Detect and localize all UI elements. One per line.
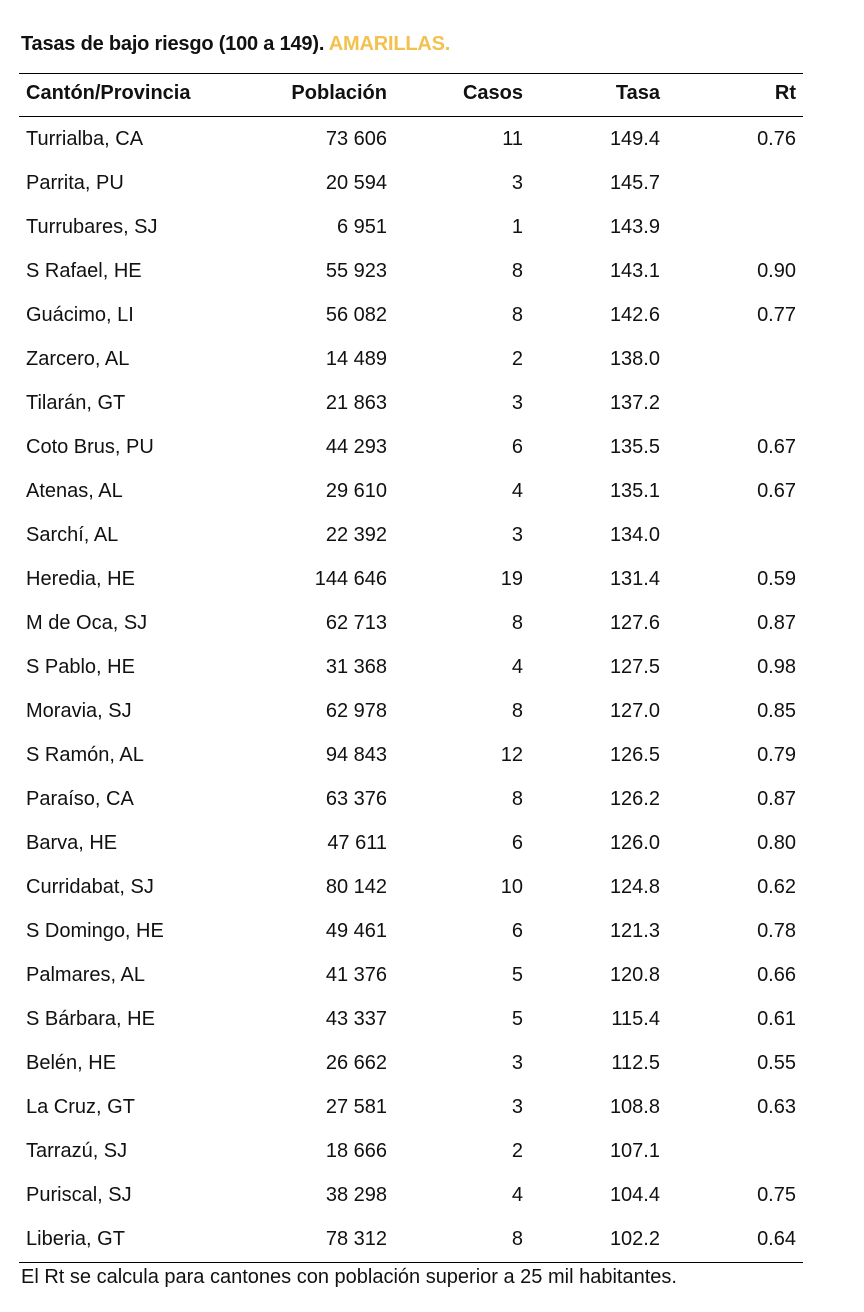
cell-casos: 3	[511, 524, 523, 546]
table-row	[19, 645, 803, 689]
cell-canton: Curridabat, SJ	[26, 876, 154, 898]
cell-tasa: 135.5	[609, 436, 660, 458]
cell-casos: 6	[511, 920, 523, 942]
cell-casos: 3	[511, 172, 523, 194]
cell-canton: Zarcero, AL	[26, 348, 130, 370]
cell-casos: 3	[511, 1052, 523, 1074]
cell-casos: 11	[502, 128, 523, 150]
table-row	[19, 1217, 803, 1261]
table-row	[19, 337, 803, 381]
table-row	[19, 733, 803, 777]
cell-canton: Parrita, PU	[26, 172, 124, 194]
cell-canton: S Rafael, HE	[26, 260, 142, 282]
cell-canton: S Ramón, AL	[26, 744, 144, 766]
cell-tasa: 143.1	[609, 260, 660, 282]
cell-canton: Barva, HE	[26, 832, 118, 854]
cell-tasa: 120.8	[609, 964, 660, 986]
cell-canton: Moravia, SJ	[26, 700, 132, 722]
cell-tasa: 126.2	[609, 788, 660, 810]
cell-poblacion: 14 489	[325, 348, 387, 370]
cell-poblacion: 38 298	[325, 1184, 387, 1206]
cell-tasa: 127.5	[609, 656, 660, 678]
cell-tasa: 108.8	[609, 1096, 660, 1118]
cell-rt: 0.63	[757, 1096, 796, 1118]
cell-canton: Coto Brus, PU	[26, 436, 154, 458]
cell-tasa: 126.0	[609, 832, 660, 854]
cell-poblacion: 55 923	[325, 260, 387, 282]
table-row	[19, 469, 803, 513]
cell-poblacion: 94 843	[325, 744, 387, 766]
cell-rt: 0.77	[757, 304, 796, 326]
cell-tasa: 143.9	[609, 216, 660, 238]
cell-poblacion: 47 611	[327, 832, 387, 854]
cell-poblacion: 21 863	[325, 392, 387, 414]
cell-poblacion: 62 713	[325, 612, 387, 634]
table-header-row	[19, 74, 803, 117]
cell-tasa: 102.2	[609, 1228, 660, 1250]
cell-casos: 4	[511, 480, 523, 502]
cell-canton: Palmares, AL	[26, 964, 145, 986]
column-header-rt: Rt	[774, 82, 796, 104]
cell-rt: 0.64	[757, 1228, 796, 1250]
table-row	[19, 205, 803, 249]
table-row	[19, 293, 803, 337]
cell-poblacion: 31 368	[325, 656, 387, 678]
cell-rt: 0.85	[757, 700, 796, 722]
table-row	[19, 249, 803, 293]
cell-tasa: 115.4	[611, 1008, 660, 1030]
cell-tasa: 135.1	[609, 480, 660, 502]
column-header-poblacion: Población	[291, 82, 387, 104]
cell-rt: 0.87	[757, 788, 796, 810]
cell-canton: S Domingo, HE	[26, 920, 164, 942]
table-row	[19, 381, 803, 425]
cell-casos: 8	[511, 1228, 523, 1250]
cell-casos: 10	[500, 876, 523, 898]
table-row	[19, 777, 803, 821]
cell-casos: 3	[511, 392, 523, 414]
cell-rt: 0.76	[757, 128, 796, 150]
cell-poblacion: 27 581	[325, 1096, 387, 1118]
cell-canton: Belén, HE	[26, 1052, 117, 1074]
cell-poblacion: 20 594	[325, 172, 387, 194]
cell-casos: 8	[511, 260, 523, 282]
cell-canton: S Pablo, HE	[26, 656, 135, 678]
cell-canton: S Bárbara, HE	[26, 1008, 155, 1030]
cell-tasa: 145.7	[609, 172, 660, 194]
cell-poblacion: 49 461	[325, 920, 387, 942]
cell-canton: Atenas, AL	[26, 480, 123, 502]
cell-tasa: 107.1	[609, 1140, 660, 1162]
table-row	[19, 1041, 803, 1085]
cell-casos: 2	[511, 1140, 523, 1162]
cell-rt: 0.62	[757, 876, 796, 898]
cell-poblacion: 6 951	[336, 216, 387, 238]
cell-casos: 8	[511, 788, 523, 810]
table-title-main: Tasas de bajo riesgo (100 a 149).	[21, 33, 329, 55]
cell-canton: Puriscal, SJ	[26, 1184, 132, 1206]
column-header-tasa: Tasa	[615, 82, 660, 104]
table-row	[19, 1173, 803, 1217]
cell-casos: 8	[511, 304, 523, 326]
cell-poblacion: 80 142	[325, 876, 387, 898]
table-row	[19, 513, 803, 557]
cell-tasa: 121.3	[609, 920, 660, 942]
cell-tasa: 138.0	[609, 348, 660, 370]
cell-rt: 0.78	[757, 920, 796, 942]
cell-rt: 0.79	[757, 744, 796, 766]
risk-table	[19, 73, 803, 1261]
cell-casos: 5	[511, 1008, 523, 1030]
cell-casos: 12	[500, 744, 523, 766]
cell-casos: 6	[511, 436, 523, 458]
cell-poblacion: 43 337	[325, 1008, 387, 1030]
cell-casos: 8	[511, 612, 523, 634]
table-row	[19, 997, 803, 1041]
table-row	[19, 1129, 803, 1173]
cell-casos: 1	[511, 216, 523, 238]
cell-casos: 19	[500, 568, 523, 590]
cell-poblacion: 29 610	[325, 480, 387, 502]
cell-canton: Turrialba, CA	[26, 128, 144, 150]
cell-casos: 8	[511, 700, 523, 722]
cell-tasa: 126.5	[609, 744, 660, 766]
cell-poblacion: 73 606	[325, 128, 387, 150]
cell-casos: 4	[511, 1184, 523, 1206]
cell-tasa: 149.4	[609, 128, 660, 150]
cell-rt: 0.66	[757, 964, 796, 986]
table-title	[21, 33, 450, 56]
cell-rt: 0.59	[757, 568, 796, 590]
cell-poblacion: 62 978	[325, 700, 387, 722]
cell-rt: 0.75	[757, 1184, 796, 1206]
table-row	[19, 161, 803, 205]
cell-casos: 5	[511, 964, 523, 986]
cell-casos: 2	[511, 348, 523, 370]
cell-canton: Paraíso, CA	[26, 788, 134, 810]
table-row	[19, 953, 803, 997]
footnote: El Rt se calcula para cantones con población superior a 25 mil habitantes.	[21, 1266, 677, 1288]
cell-poblacion: 44 293	[325, 436, 387, 458]
cell-tasa: 137.2	[609, 392, 660, 414]
cell-casos: 6	[511, 832, 523, 854]
table-row	[19, 689, 803, 733]
column-header-canton: Cantón/Provincia	[26, 82, 191, 104]
cell-tasa: 104.4	[609, 1184, 660, 1206]
cell-canton: Tarrazú, SJ	[26, 1140, 128, 1162]
table-row	[19, 117, 803, 161]
cell-casos: 4	[511, 656, 523, 678]
cell-canton: Tilarán, GT	[26, 392, 126, 414]
cell-tasa: 124.8	[609, 876, 660, 898]
cell-canton: Heredia, HE	[26, 568, 135, 590]
cell-rt: 0.55	[757, 1052, 796, 1074]
cell-rt: 0.80	[757, 832, 796, 854]
column-header-casos: Casos	[462, 82, 523, 104]
table-body	[19, 117, 803, 1261]
cell-canton: La Cruz, GT	[26, 1096, 135, 1118]
cell-tasa: 131.4	[609, 568, 660, 590]
cell-poblacion: 26 662	[325, 1052, 387, 1074]
cell-rt: 0.87	[757, 612, 796, 634]
cell-poblacion: 41 376	[325, 964, 387, 986]
cell-rt: 0.61	[757, 1008, 796, 1030]
cell-poblacion: 22 392	[325, 524, 387, 546]
cell-poblacion: 18 666	[325, 1140, 387, 1162]
cell-tasa: 127.6	[609, 612, 660, 634]
cell-poblacion: 63 376	[325, 788, 387, 810]
cell-poblacion: 56 082	[325, 304, 387, 326]
cell-tasa: 112.5	[611, 1052, 660, 1074]
table-row	[19, 557, 803, 601]
table-row	[19, 601, 803, 645]
cell-rt: 0.90	[757, 260, 796, 282]
cell-tasa: 134.0	[609, 524, 660, 546]
cell-poblacion: 78 312	[325, 1228, 387, 1250]
table-bottom-rule	[19, 1262, 803, 1263]
cell-canton: Sarchí, AL	[26, 524, 119, 546]
cell-casos: 3	[511, 1096, 523, 1118]
cell-rt: 0.67	[757, 480, 796, 502]
cell-rt: 0.98	[757, 656, 796, 678]
cell-canton: M de Oca, SJ	[26, 612, 148, 634]
table-row	[19, 909, 803, 953]
cell-rt: 0.67	[757, 436, 796, 458]
cell-poblacion: 144 646	[314, 568, 387, 590]
cell-canton: Liberia, GT	[26, 1228, 125, 1250]
cell-canton: Turrubares, SJ	[26, 216, 158, 238]
cell-tasa: 142.6	[609, 304, 660, 326]
table-row	[19, 425, 803, 469]
cell-canton: Guácimo, LI	[26, 304, 134, 326]
table-row	[19, 1085, 803, 1129]
table-row	[19, 821, 803, 865]
table-title-highlight: AMARILLAS.	[328, 33, 451, 55]
table-row	[19, 865, 803, 909]
cell-tasa: 127.0	[609, 700, 660, 722]
